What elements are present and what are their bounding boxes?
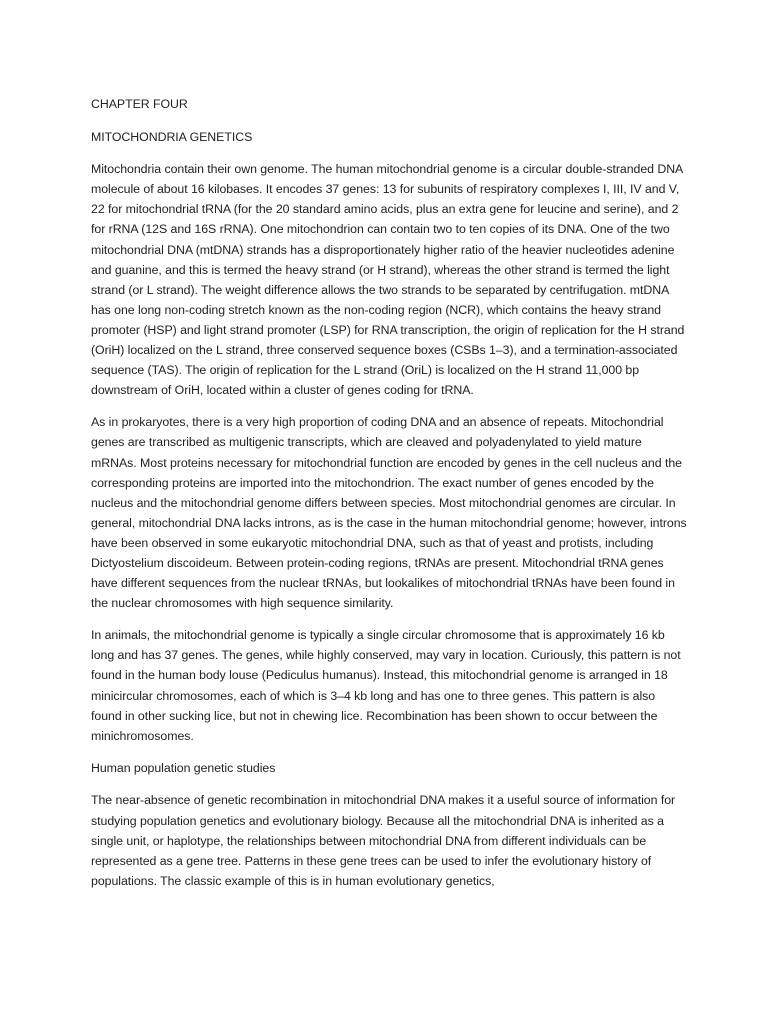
paragraph-genome: Mitochondria contain their own genome. The human mitochondrial genome is a circular double-stranded DNA molecule of about 16 kilobases. It encodes 37 genes: 13 for subunits of respiratory complexes I, III, IV and V, 22 for mitochondrial tRNA (for the 20 standard amino acids, plus an extra gene for leucine and serine), and 2 for rRNA (12S and 16S rRNA). One mitochondrion can contain two to ten copies of its DNA. One of the two mitochondrial DNA (mtDNA) strands has a disproportionately higher ratio of the heavier nucleotides adenine and guanine, and this is termed the heavy strand (or H strand), whereas the other strand is termed the light strand (or L strand). The weight difference allows the two strands to be separated by centrifugation. mtDNA has one long non-coding stretch known as the non-coding region (NCR), which contains the heavy strand promoter (HSP) and light strand promoter (LSP) for RNA transcription, the origin of replication for the H strand (OriH) localized on the L strand, three conserved sequence boxes (CSBs 1–3), and a termination-associated sequence (TAS). The origin of replication for the L strand (OriL) is localized on the H strand 11,000 bp downstream of OriH, located within a cluster of genes coding for tRNA. (91, 162, 685, 398)
section-heading: Human population genetic studies (91, 760, 276, 775)
chapter-title: MITOCHONDRIA GENETICS (91, 129, 253, 144)
paragraph-population: The near-absence of genetic recombination in mitochondrial DNA makes it a useful source of information for studying population genetics and evolutionary biology. Because all the mitochondrial DNA is inherited as a single unit, or haplotype, the relationships between mitochondrial DNA from different individuals can be represented as a gene tree. Patterns in these gene trees can be used to infer the evolutionary history of populations. The classic example of this is in human evolutionary genetics, (91, 793, 676, 888)
chapter-label: CHAPTER FOUR (91, 97, 188, 111)
paragraph-animals: In animals, the mitochondrial genome is typically a single circular chromosome that is approximately 16 kb long and has 37 genes. The genes, while highly conserved, may vary in location. Curiously, this pattern is not found in the human body louse (Pediculus humanus). Instead, this mitochondrial genome is arranged in 18 minicircular chromosomes, each of which is 3–4 kb long and has one to three genes. This pattern is also found in other sucking lice, but not in chewing lice. Recombination has been shown to occur between the minichromosomes. (91, 628, 681, 743)
document-body (91, 94, 687, 903)
paragraph-prokaryotes: As in prokaryotes, there is a very high proportion of coding DNA and an absence of repeats. Mitochondrial genes are transcribed as multigenic transcripts, which are cleaved and polyadenylated to yield mature mRNAs. Most proteins necessary for mitochondrial function are encoded by genes in the cell nucleus and the corresponding proteins are imported into the mitochondrion. The exact number of genes encoded by the nucleus and the mitochondrial genome differs between species. Most mitochondrial genomes are circular. In general, mitochondrial DNA lacks introns, as is the case in the human mitochondrial genome; however, introns have been observed in some eukaryotic mitochondrial DNA, such as that of yeast and protists, including Dictyostelium discoideum. Between protein-coding regions, tRNAs are present. Mitochondrial tRNA genes have different sequences from the nuclear tRNAs, but lookalikes of mitochondrial tRNAs have been found in the nuclear chromosomes with high sequence similarity. (91, 415, 687, 611)
